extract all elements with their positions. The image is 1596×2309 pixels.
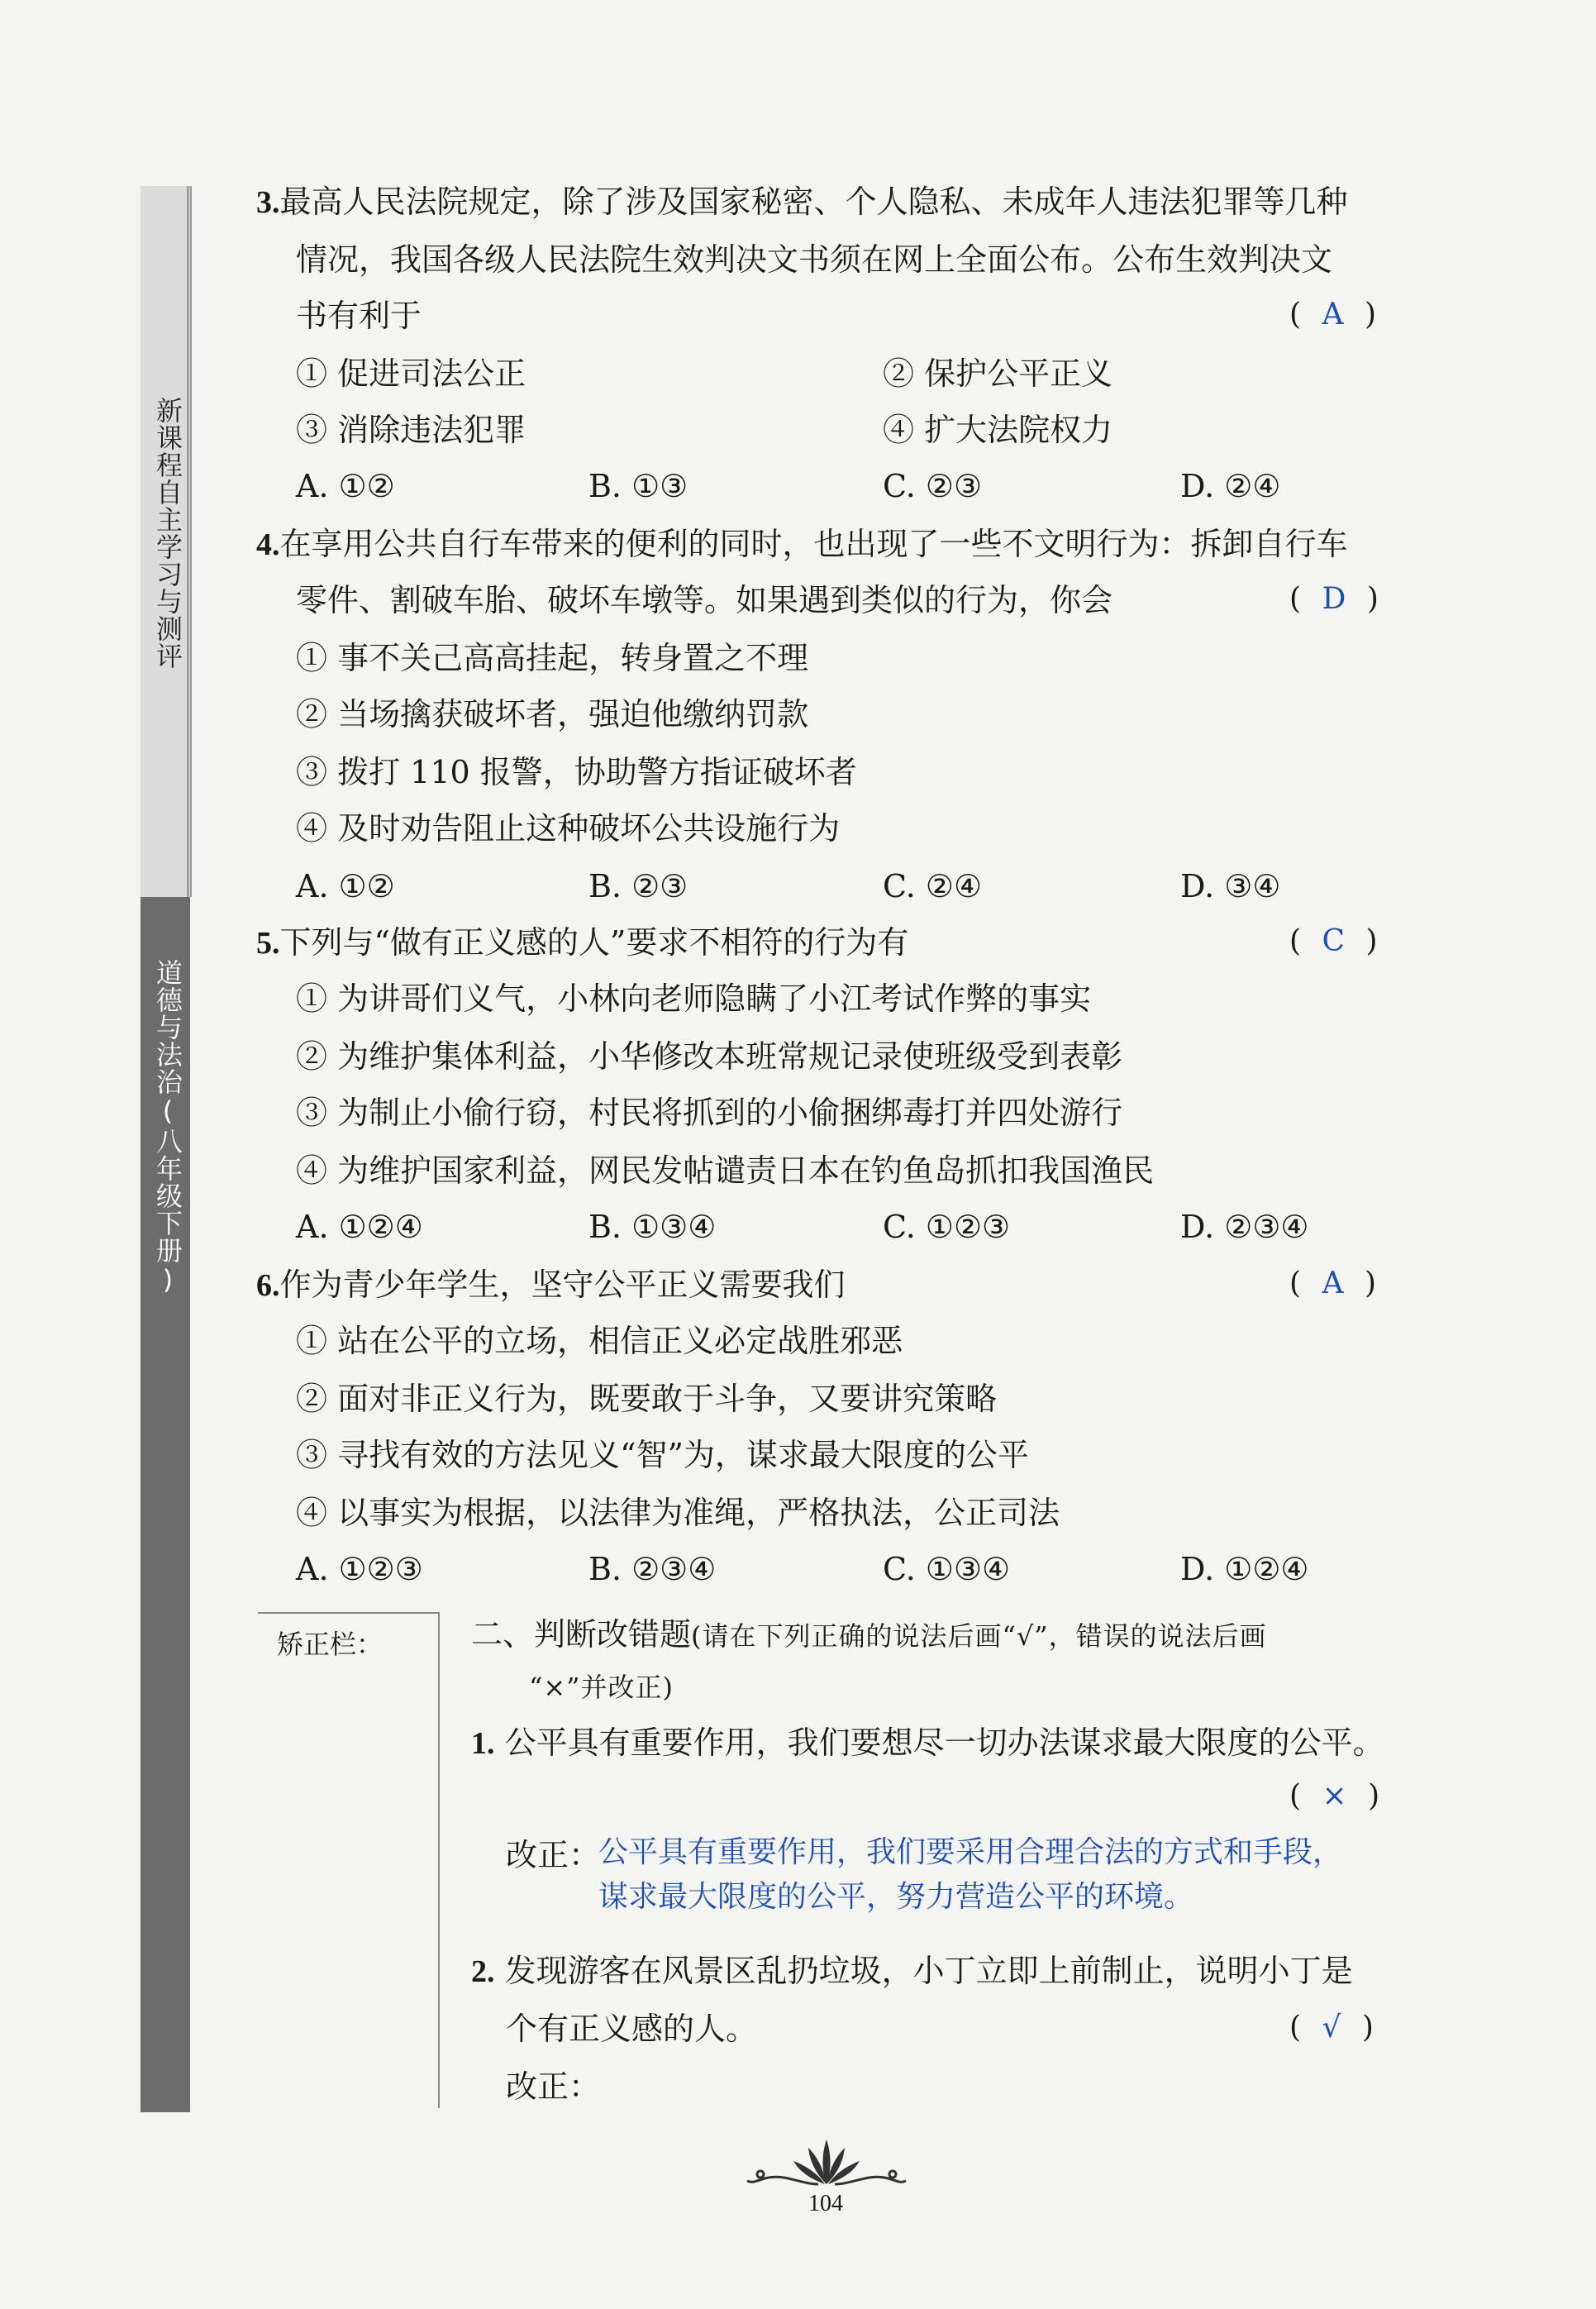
question-6-statement-2: ② 面对非正义行为，既要敢于斗争，又要讲究策略 <box>296 1381 998 1417</box>
question-4-stem-line-1: 4.在享用公共自行车带来的便利的同时，也出现了一些不文明行为：拆卸自行车 <box>256 526 1348 562</box>
question-5-answer-bracket: ( C ) <box>1289 924 1378 958</box>
section-2-title: 二、判断改错题 <box>471 1616 692 1653</box>
question-4-stem-line-2: 零件、割破车胎、破坏车墩等。如果遇到类似的行为，你会 <box>296 582 1113 618</box>
question-5-answer: C <box>1322 924 1346 958</box>
question-3-statement-3: ③ 消除违法犯罪 <box>296 412 526 448</box>
question-3-choice-d: D. ②④ <box>1180 468 1281 504</box>
question-6-statement-3: ③ 寻找有效的方法见义“智”为，谋求最大限度的公平 <box>296 1437 1029 1473</box>
section-2-heading <box>471 1609 1267 1654</box>
footer-ornament-icon <box>736 2133 917 2191</box>
section-2-item-2-mark: √ <box>1322 2011 1341 2044</box>
section-2-item-2-correction-label: 改正： <box>506 2068 601 2105</box>
question-6-choice-d: D. ①②④ <box>1180 1551 1309 1587</box>
section-2-note-line-1: (请在下列正确的说法后画“√”，错误的说法后画 <box>691 1620 1267 1652</box>
question-4-statement-2: ② 当场擒获破坏者，强迫他缴纳罚款 <box>296 696 809 732</box>
question-5-stem-line-1: 5.下列与“做有正义感的人”要求不相符的行为有 <box>256 924 909 961</box>
section-2-item-1-correction-label: 改正： <box>506 1837 601 1873</box>
question-3-answer-bracket: ( A ) <box>1289 298 1376 332</box>
question-3-stem-line-2: 情况，我国各级人民法院生效判决文书须在网上全面公布。公布生效判决文 <box>296 241 1333 278</box>
section-2-item-1-mark-bracket: ( × ) <box>1289 1779 1380 1813</box>
question-3-statement-4: ④ 扩大法院权力 <box>883 412 1113 448</box>
question-4-choice-b: B. ②③ <box>588 868 688 904</box>
section-2-item-2-mark-bracket: ( √ ) <box>1289 2011 1374 2044</box>
side-tab-rule <box>187 186 189 897</box>
section-2-item-1-mark: × <box>1322 1779 1347 1813</box>
question-3-stem-line-3: 书有利于 <box>296 298 422 334</box>
question-4-answer-bracket: ( D ) <box>1289 582 1379 616</box>
section-2-note-line-2: “×”并改正) <box>529 1672 674 1703</box>
correction-column-rule <box>258 1612 438 1614</box>
correction-column-border <box>438 1612 440 2108</box>
question-6-stem-line-1: 6.作为青少年学生，坚守公平正义需要我们 <box>256 1267 846 1303</box>
question-4-statement-1: ① 事不关己高高挂起，转身置之不理 <box>296 640 809 676</box>
question-3-choice-b: B. ①③ <box>588 468 688 504</box>
section-2-item-1-correction-line-1: 公平具有重要作用，我们要采用合理合法的方式和手段， <box>598 1835 1343 1869</box>
question-3-statement-2: ② 保护公平正义 <box>883 355 1113 392</box>
question-3-choice-c: C. ②③ <box>883 468 983 504</box>
question-5-statement-4: ④ 为维护国家利益，网民发帖谴责日本在钓鱼岛抓扣我国渔民 <box>296 1152 1155 1189</box>
question-3-statement-1: ① 促进司法公正 <box>296 355 526 392</box>
question-4-statement-4: ④ 及时劝告阻止这种破坏公共设施行为 <box>296 810 841 847</box>
question-6-statement-4: ④ 以事实为根据，以法律为准绳，严格执法，公正司法 <box>296 1495 1060 1531</box>
question-5-statement-1: ① 为讲哥们义气，小林向老师隐瞒了小江考试作弊的事实 <box>296 980 1092 1017</box>
side-tab-subject-title: 道德与法治(八年级下册) <box>152 959 183 1296</box>
question-3-stem-line-1: 3.最高人民法院规定，除了涉及国家秘密、个人隐私、未成年人违法犯罪等几种 <box>256 184 1348 220</box>
question-5-choice-c: C. ①②③ <box>883 1209 1011 1245</box>
question-5-choice-a: A. ①②④ <box>296 1209 423 1245</box>
page-number: 104 <box>808 2191 843 2216</box>
question-6-choice-c: C. ①③④ <box>883 1551 1011 1587</box>
question-4-choice-a: A. ①② <box>296 868 395 904</box>
side-tab-series-title: 新课程自主学习与测评 <box>152 397 183 670</box>
question-4-choice-c: C. ②④ <box>883 868 983 904</box>
question-6-choice-b: B. ②③④ <box>588 1551 717 1587</box>
question-6-choice-a: A. ①②③ <box>296 1551 423 1587</box>
question-3-answer: A <box>1322 298 1344 332</box>
question-3-choice-a: A. ①② <box>296 468 395 504</box>
correction-column-label: 矫正栏： <box>277 1629 384 1660</box>
question-4-choice-d: D. ③④ <box>1180 868 1281 904</box>
question-5-choice-b: B. ①③④ <box>588 1209 717 1245</box>
question-6-answer-bracket: ( A ) <box>1289 1267 1376 1300</box>
question-5-statement-3: ③ 为制止小偷行窃，村民将抓到的小偷捆绑毒打并四处游行 <box>296 1095 1123 1131</box>
question-5-statement-2: ② 为维护集体利益，小华修改本班常规记录使班级受到表彰 <box>296 1038 1123 1075</box>
section-2-item-1-stem: 1. 公平具有重要作用，我们要想尽一切办法谋求最大限度的公平。 <box>471 1725 1384 1761</box>
question-5-choice-d: D. ②③④ <box>1180 1209 1309 1245</box>
question-4-statement-3: ③ 拨打 110 报警，协助警方指证破坏者 <box>296 754 857 790</box>
section-2-item-2-stem-line-2: 个有正义感的人。 <box>506 2011 758 2047</box>
section-2-item-2-stem-line-1: 2. 发现游客在风景区乱扔垃圾，小丁立即上前制止，说明小丁是 <box>471 1953 1353 1989</box>
question-6-statement-1: ① 站在公平的立场，相信正义必定战胜邪恶 <box>296 1323 903 1359</box>
section-2-item-1-correction-line-2: 谋求最大限度的公平，努力营造公平的环境。 <box>598 1880 1194 1914</box>
question-6-answer: A <box>1322 1267 1344 1300</box>
question-4-answer: D <box>1322 582 1346 616</box>
